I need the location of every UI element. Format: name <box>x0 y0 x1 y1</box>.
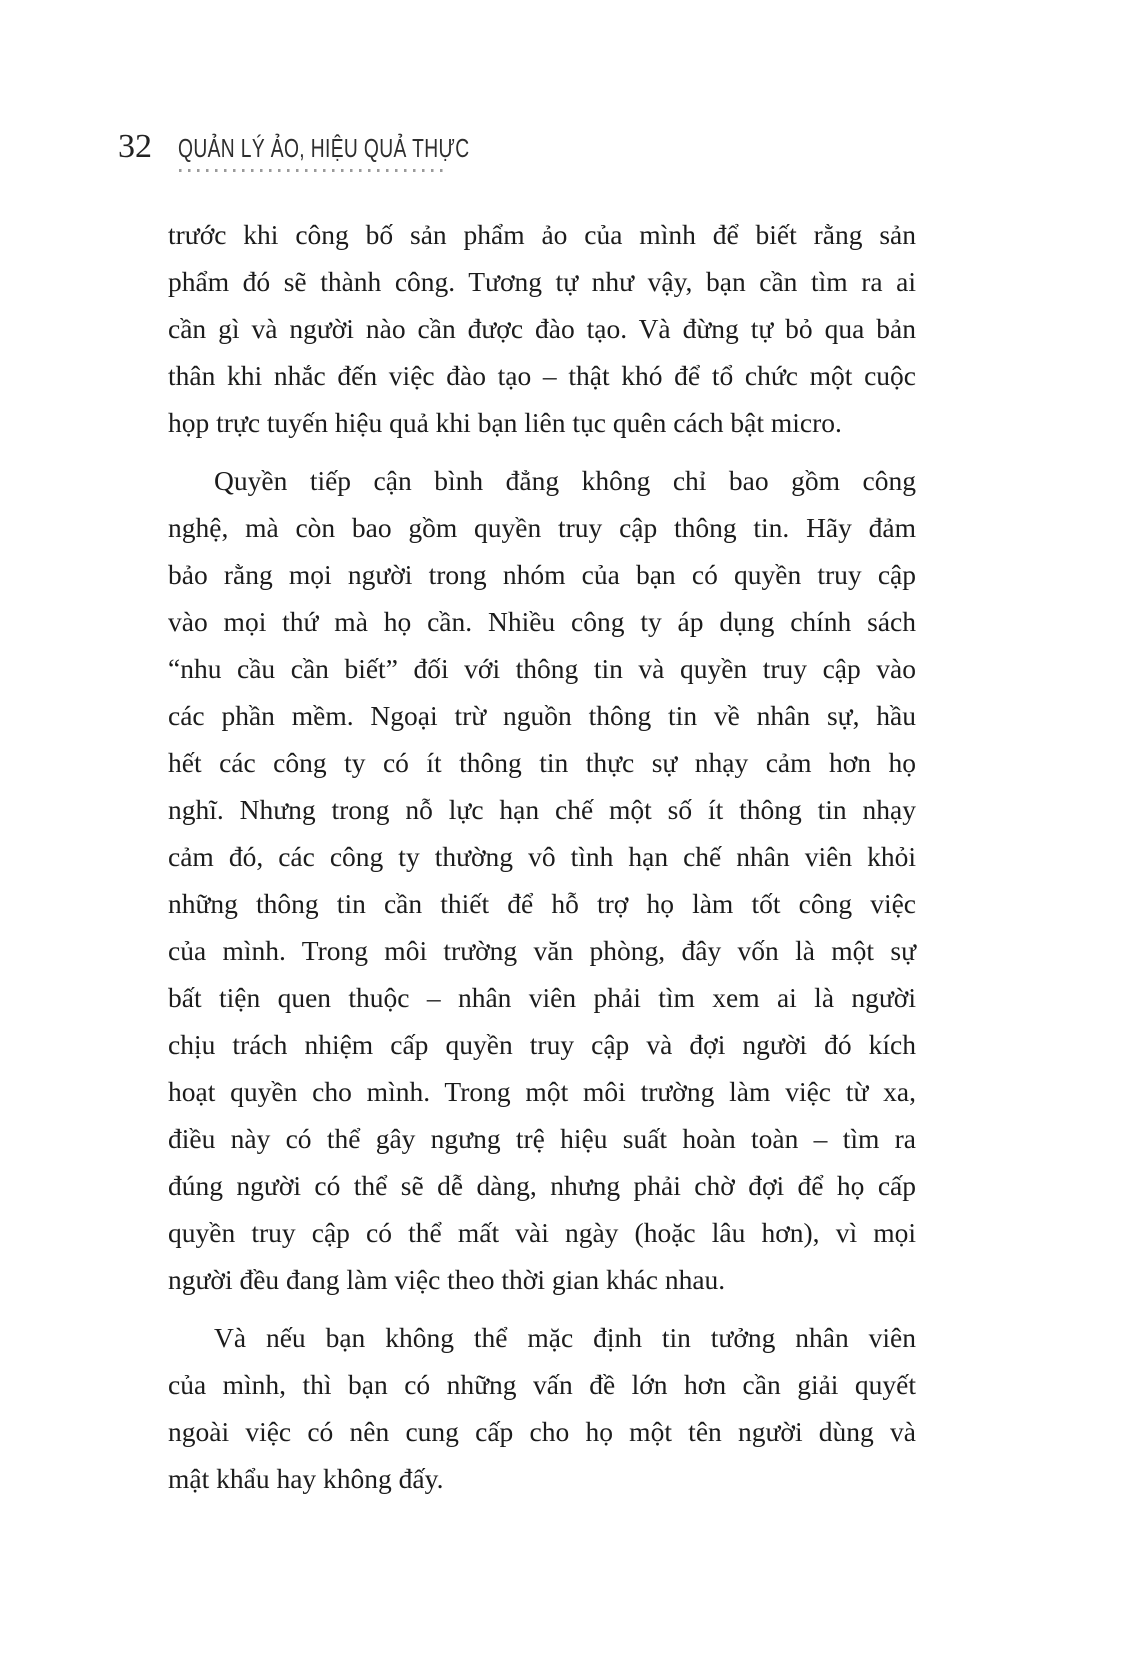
text-line: vào mọi thứ mà họ cần. Nhiều công ty áp dụng chính sách <box>168 606 916 637</box>
dotted-rule <box>179 169 443 172</box>
text-line: hết các công ty có ít thông tin thực sự nhạy cảm hơn họ <box>168 747 916 778</box>
text-line: các phần mềm. Ngoại trừ nguồn thông tin về nhân sự, hầu <box>168 700 916 731</box>
text-line: bảo rằng mọi người trong nhóm của bạn có quyền truy cập <box>168 559 916 590</box>
text-line: “nhu cầu cần biết” đối với thông tin và quyền truy cập vào <box>168 653 916 684</box>
text-line: của mình. Trong môi trường văn phòng, đây vốn là một sự <box>168 935 916 966</box>
text-line: họp trực tuyến hiệu quả khi bạn liên tục quên cách bật micro. <box>168 407 842 438</box>
text-line: của mình, thì bạn có những vấn đề lớn hơn cần giải quyết <box>168 1369 916 1400</box>
text-line: cần gì và người nào cần được đào tạo. Và đừng tự bỏ qua bản <box>168 313 916 344</box>
text-line: đúng người có thể sẽ dễ dàng, nhưng phải chờ đợi để họ cấp <box>168 1170 916 1201</box>
text-line: những thông tin cần thiết để hỗ trợ họ làm tốt công việc <box>168 888 916 919</box>
text-line: Quyền tiếp cận bình đẳng không chỉ bao gồm công <box>214 465 916 496</box>
text-line: nghĩ. Nhưng trong nỗ lực hạn chế một số ít thông tin nhạy <box>168 794 916 825</box>
page-number: 32 <box>118 128 152 165</box>
paragraph <box>168 457 916 1303</box>
text-line: bất tiện quen thuộc – nhân viên phải tìm xem ai là người <box>168 982 916 1013</box>
running-title: QUẢN LÝ ẢO, HIỆU QUẢ THỰC <box>178 133 470 163</box>
running-title-block <box>178 133 572 164</box>
text-line: quyền truy cập có thể mất vài ngày (hoặc lâu hơn), vì mọi <box>168 1217 916 1248</box>
text-line: chịu trách nhiệm cấp quyền truy cập và đợi người đó kích <box>168 1029 916 1060</box>
text-line: mật khẩu hay không đấy. <box>168 1463 444 1494</box>
text-line: điều này có thể gây ngưng trệ hiệu suất hoàn toàn – tìm ra <box>168 1123 916 1154</box>
paragraph <box>168 1314 916 1502</box>
text-line: người đều đang làm việc theo thời gian khác nhau. <box>168 1264 726 1295</box>
text-line: hoạt quyền cho mình. Trong một môi trường làm việc từ xa, <box>168 1076 916 1107</box>
paragraph <box>168 211 916 446</box>
text-line: phẩm đó sẽ thành công. Tương tự như vậy, bạn cần tìm ra ai <box>168 266 916 297</box>
text-line: cảm đó, các công ty thường vô tình hạn chế nhân viên khỏi <box>168 841 916 872</box>
text-line: trước khi công bố sản phẩm ảo của mình để biết rằng sản <box>168 219 916 250</box>
page-body <box>168 211 916 1502</box>
text-line: thân khi nhắc đến việc đào tạo – thật khó để tổ chức một cuộc <box>168 360 916 391</box>
running-header <box>118 130 572 164</box>
text-line: nghệ, mà còn bao gồm quyền truy cập thông tin. Hãy đảm <box>168 512 916 543</box>
text-line: Và nếu bạn không thể mặc định tin tưởng nhân viên <box>214 1322 916 1353</box>
text-line: ngoài việc có nên cung cấp cho họ một tên người dùng và <box>168 1416 916 1447</box>
